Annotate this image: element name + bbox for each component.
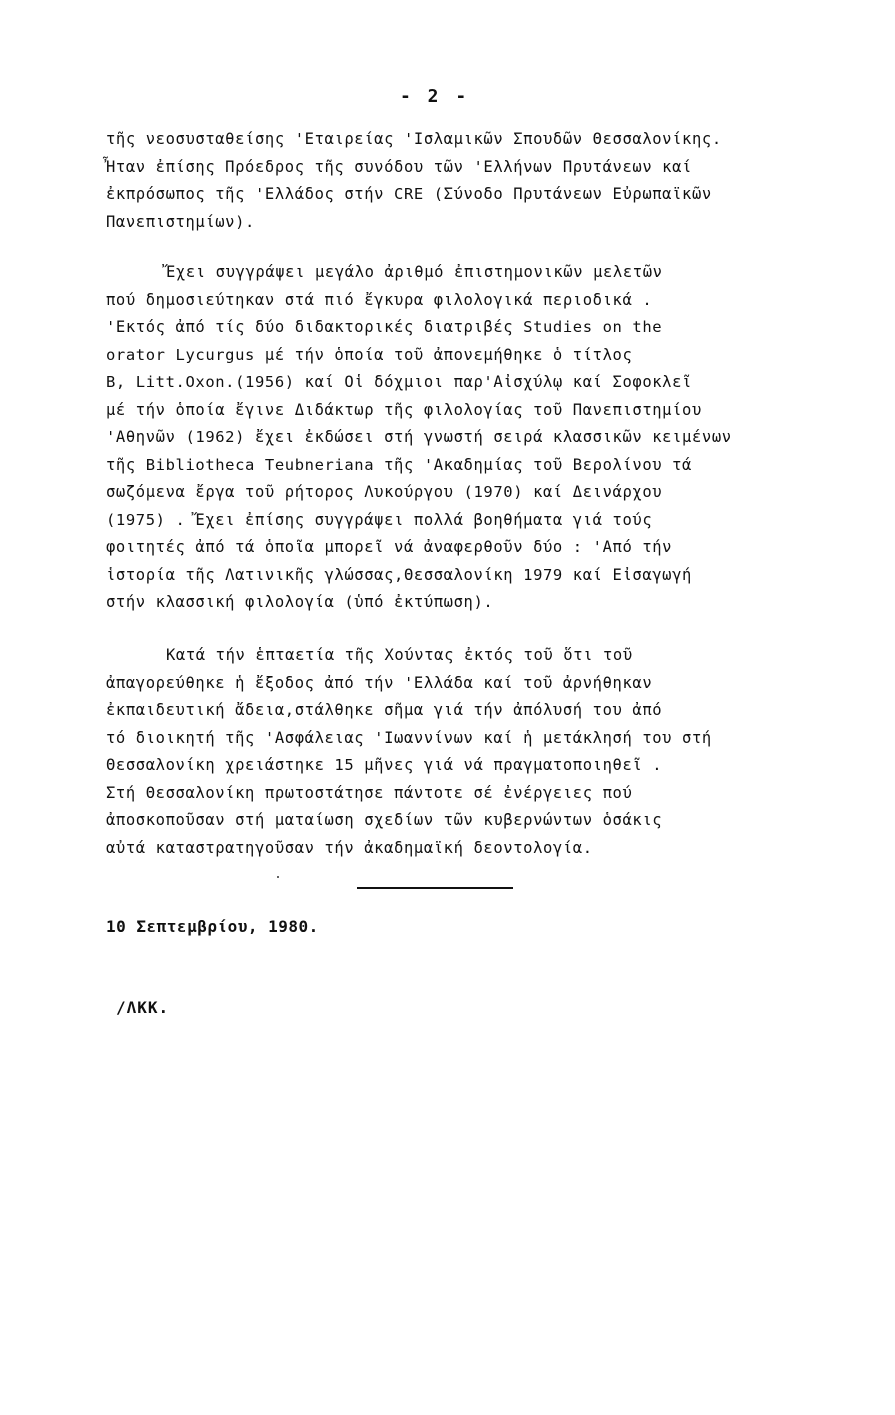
text-line: B, Litt.Oxon.(1956) καί Οἱ δόχμιοι παρ'Αἰσχύλῳ καί Σοφοκλεῖ — [106, 373, 692, 391]
section-divider — [357, 887, 513, 889]
text-line: (1975) . Ἔχει ἐπίσης συγγράψει πολλά βοηθήματα γιά τούς — [106, 510, 653, 529]
text-line: 'Εκτός ἀπό τίς δύο διδακτορικές διατριβές Studies on the — [106, 318, 663, 336]
text-line: Θεσσαλονίκη χρειάστηκε 15 μῆνες γιά νά πραγματοποιηθεῖ . — [106, 756, 663, 774]
text-line: ἐκπαιδευτική ἄδεια,στάλθηκε σῆμα γιά τήν ἀπόλυσή του ἀπό — [106, 701, 663, 719]
document-date: 10 Σεπτεμβρίου, 1980. — [106, 917, 319, 936]
text-line: σωζόμενα ἔργα τοῦ ρήτορος Λυκούργου (1970) καί Δεινάρχου — [106, 483, 663, 501]
paragraph-1 — [106, 126, 722, 236]
page-number: - 2 - — [400, 86, 470, 107]
text-line: Στή Θεσσαλονίκη πρωτοστάτησε πάντοτε σέ ἐνέργειες πού — [106, 783, 633, 802]
text-line: ἀποσκοποῦσαν στή ματαίωση σχεδίων τῶν κυβερνώντων ὁσάκις — [106, 811, 663, 829]
text-line: ἐκπρόσωπος τῆς 'Ελλάδος στήν CRE (Σύνοδο Πρυτάνεων Εὐρωπαϊκῶν — [106, 185, 712, 203]
text-line: τῆς Bibliotheca Teubneriana τῆς 'Ακαδημίας τοῦ Βερολίνου τά — [106, 455, 692, 474]
text-line: τῆς νεοσυσταθείσης 'Εταιρείας 'Ισλαμικῶν Σπουδῶν Θεσσαλονίκης. — [106, 130, 722, 148]
paragraph-3 — [106, 642, 712, 862]
text-line: Ἦταν ἐπίσης Πρόεδρος τῆς συνόδου τῶν 'Ελλήνων Πρυτάνεων καί — [106, 157, 692, 176]
text-line: φοιτητές ἀπό τά ὁποῖα μπορεῖ νά ἀναφερθοῦν δύο : 'Από τήν — [106, 538, 673, 556]
text-line: orator Lycurgus μέ τήν ὁποία τοῦ ἀπονεμήθηκε ὁ τίτλος — [106, 345, 633, 364]
ink-speck — [277, 876, 279, 878]
text-line: ἀπαγορεύθηκε ἡ ἔξοδος ἀπό τήν 'Ελλάδα καί τοῦ ἀρνήθηκαν — [106, 673, 653, 692]
text-line: αὐτά καταστρατηγοῦσαν τήν ἀκαδημαϊκή δεοντολογία. — [106, 838, 593, 857]
text-line: 'Αθηνῶν (1962) ἔχει ἐκδώσει στή γνωστή σειρά κλασσικῶν κειμένων — [106, 428, 732, 446]
text-line: στήν κλασσική φιλολογία (ὑπό ἐκτύπωση). — [106, 593, 494, 611]
text-line: μέ τήν ὁποία ἔγινε Διδάκτωρ τῆς φιλολογίας τοῦ Πανεπιστημίου — [106, 400, 702, 419]
text-line: Ἔχει συγγράψει μεγάλο ἀριθμό ἐπιστημονικῶν μελετῶν — [166, 263, 663, 281]
typist-initials: /ΛΚΚ. — [116, 998, 170, 1017]
text-line: πού δημοσιεύτηκαν στά πιό ἔγκυρα φιλολογικά περιοδικά . — [106, 290, 653, 309]
text-line: ἱστορία τῆς Λατινικῆς γλώσσας,Θεσσαλονίκη 1979 καί Εἰσαγωγή — [106, 565, 692, 584]
text-line: Πανεπιστημίων). — [106, 212, 255, 231]
text-line: τό διοικητή τῆς 'Ασφάλειας 'Ιωαννίνων καί ἡ μετάκλησή του στή — [106, 728, 712, 747]
text-line: Κατά τήν ἑπταετία τῆς Χούντας ἐκτός τοῦ ὅτι τοῦ — [166, 646, 633, 664]
paragraph-2 — [106, 259, 732, 617]
